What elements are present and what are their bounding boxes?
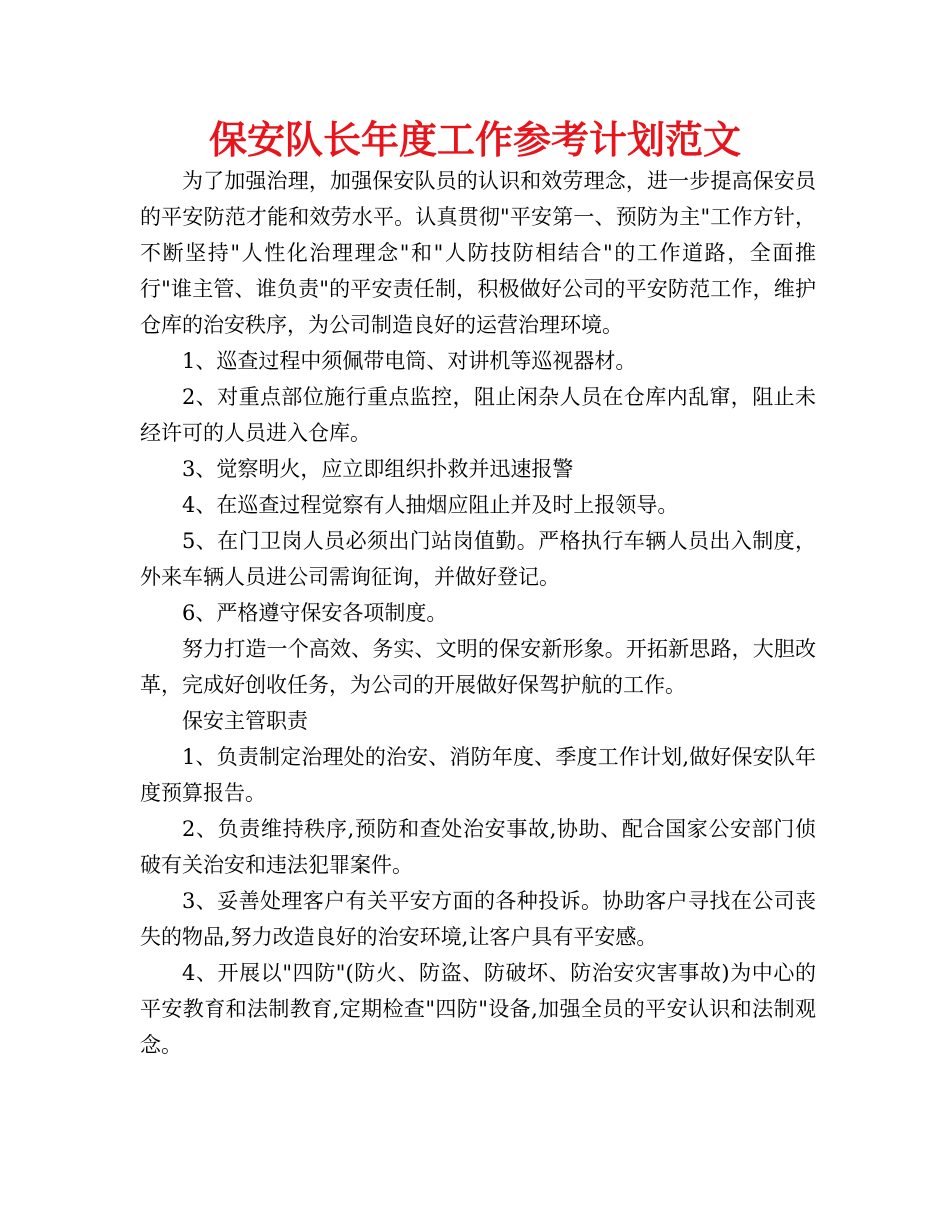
paragraph-item-2: 2、对重点部位施行重点监控，阻止闲杂人员在仓库内乱窜，阻止未经许可的人员进入仓库。: [140, 385, 816, 445]
paragraph-intro: 为了加强治理，加强保安队员的认识和效劳理念，进一步提高保安员的平安防范才能和效劳水平。认真贯彻"平安第一、预防为主"工作方针，不断坚持"人性化治理理念"和"人防技防相结合"的工作道路，全面推行"谁主管、谁负责"的平安责任制，积极做好公司的平安防范工作，维护仓库的治安秩序，为公司制造良好的运营治理环境。: [140, 169, 816, 337]
paragraph-summary: 努力打造一个高效、务实、文明的保安新形象。开拓新思路，大胆改革，完成好创收任务，为公司的开展做好保驾护航的工作。: [140, 637, 816, 697]
paragraph-item-1: 1、巡查过程中须佩带电筒、对讲机等巡视器材。: [182, 349, 637, 373]
document-body: [140, 163, 816, 1063]
section-heading-duties: 保安主管职责: [182, 709, 308, 733]
paragraph-duty-1: 1、负责制定治理处的治安、消防年度、季度工作计划,做好保安队年度预算报告。: [140, 745, 816, 805]
paragraph-item-6: 6、严格遵守保安各项制度。: [182, 601, 448, 625]
document-title: 保安队长年度工作参考计划范文: [208, 118, 741, 162]
paragraph-item-4: 4、在巡查过程觉察有人抽烟应阻止并及时上报领导。: [182, 493, 679, 517]
paragraph-item-3: 3、觉察明火，应立即组织扑救并迅速报警: [182, 457, 574, 481]
paragraph-duty-2: 2、负责维持秩序,预防和查处治安事故,协助、配合国家公安部门侦破有关治安和违法犯罪案件。: [140, 817, 816, 877]
paragraph-duty-3: 3、妥善处理客户有关平安方面的各种投诉。协助客户寻找在公司丧失的物品,努力改造良好的治安环境,让客户具有平安感。: [140, 889, 816, 949]
paragraph-item-5: 5、在门卫岗人员必须出门站岗值勤。严格执行车辆人员出入制度，外来车辆人员进公司需询征询，并做好登记。: [140, 529, 816, 589]
paragraph-duty-4: 4、开展以"四防"(防火、防盗、防破坏、防治安灾害事故)为中心的平安教育和法制教育,定期检查"四防"设备,加强全员的平安认识和法制观念。: [140, 961, 816, 1057]
